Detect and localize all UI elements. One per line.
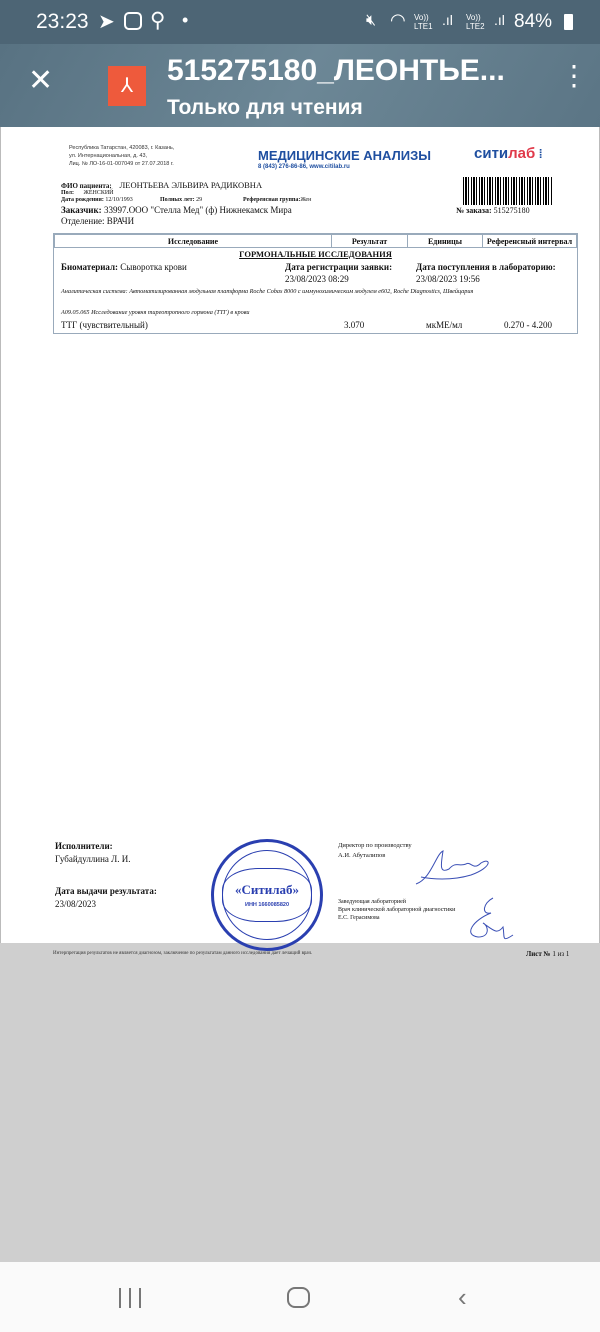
mute-icon: 🔇︎: [366, 12, 377, 29]
customer-value: 33997.ООО "Стелла Мед" (ф) Нижнекамск Мира: [103, 205, 292, 215]
age-value: 29: [196, 197, 203, 203]
address-line: Лиц. № ЛО-16-01-007049 от 27.07.2018 г.: [69, 161, 174, 167]
sheet-number: 1 из 1: [552, 950, 570, 958]
refgroup-value: Жен: [300, 197, 312, 203]
column-header: Исследование: [55, 235, 332, 248]
pdf-page: [0, 127, 600, 958]
address-line: Республика Татарстан, 420083, г. Казань,: [69, 145, 175, 151]
director-name: А.И. Абуталипов: [338, 852, 386, 859]
test-code: A09.05.065 Исследование уровня тиреотропного гормона (ТТГ) в крови: [61, 309, 250, 316]
file-title: 515275180_ЛЕОНТЬЕ...: [167, 54, 505, 87]
back-button[interactable]: ‹: [458, 1282, 467, 1312]
biomaterial-value: Сыворотка крови: [120, 262, 187, 272]
head-name: Е.С. Герасимова: [338, 915, 380, 921]
head-title: Врач клинической лабораторной диагностики: [338, 907, 456, 913]
test-units: мкМЕ/мл: [426, 320, 463, 330]
stamp-inn: ИНН 1660085820: [244, 902, 289, 908]
stamp-name: «Ситилаб»: [234, 882, 300, 897]
analytic-system: Аналитическая система: Автоматизированная модульная платформа Roche Cobas 8000 с иммунохимическим модулем e602, Roche Diagnostics, Швейцария: [61, 288, 474, 295]
reference-interval: 0.270 - 4.200: [504, 320, 552, 330]
disclaimer: Интерпретация результатов не является диагнозом, заключение по результатам данного исследования дает лечащий врач.: [53, 951, 313, 956]
section-title: ГОРМОНАЛЬНЫЕ ИССЛЕДОВАНИЯ: [239, 249, 392, 259]
wifi-icon: ◠: [390, 10, 406, 30]
table-row: [61, 320, 576, 330]
director-signature: [411, 849, 496, 889]
patient-name: ЛЕОНТЬЕВА ЭЛЬВИРА РАДИКОВНА: [119, 180, 263, 190]
more-options-icon[interactable]: ⋮: [560, 60, 588, 91]
pdf-file-icon: ⅄: [108, 66, 146, 106]
refgroup-label: Референсная группа:: [243, 197, 301, 203]
table-header-row: [55, 235, 577, 248]
test-result: 3.070: [344, 320, 365, 330]
registration-date: 23/08/2023 08:29: [285, 274, 349, 284]
search-icon: ⚲: [150, 9, 166, 32]
performer-name: Губайдуллина Л. И.: [55, 854, 131, 864]
home-button[interactable]: [287, 1287, 310, 1308]
head-title: Заведующая лабораторией: [338, 899, 406, 905]
barcode: [463, 177, 553, 205]
recent-apps-button[interactable]: [119, 1288, 141, 1308]
close-icon[interactable]: ✕: [28, 64, 54, 97]
performers-label: Исполнители:: [55, 841, 113, 851]
lab-receipt-label: Дата поступления в лабораторию:: [416, 262, 556, 272]
status-bar: [0, 0, 600, 44]
sex-label: Пол:: [61, 190, 74, 196]
instagram-icon: [124, 12, 142, 30]
sheet-label: Лист №: [526, 950, 551, 958]
age-label: Полных лет:: [160, 197, 195, 203]
dob-value: 12/10/1993: [105, 197, 133, 203]
lte1-label: Vo)) LTE1: [414, 13, 433, 31]
battery-level: 84%: [514, 11, 553, 32]
navigation-bar: [0, 1262, 600, 1332]
test-name: ТТГ (чувствительный): [61, 320, 148, 330]
header-contacts: 8 (843) 276-86-86, www.citilab.ru: [258, 164, 350, 170]
company-stamp: [211, 839, 323, 951]
battery-icon: [564, 14, 573, 30]
column-header: Референсный интервал: [483, 235, 577, 248]
sex-value: ЖЕНСКИЙ: [83, 190, 114, 196]
head-signature: [463, 895, 518, 950]
signal-icon: .ıl: [442, 12, 453, 28]
order-number: 515275180: [493, 206, 530, 215]
department: Отделение: ВРАЧИ: [61, 216, 135, 226]
app-bar: [0, 44, 600, 127]
order-label: № заказа:: [456, 206, 492, 215]
citilab-logo: ситилаб ⁞: [474, 145, 543, 162]
biomaterial-label: Биоматериал:: [61, 262, 119, 272]
dob-label: Дата рождения:: [61, 197, 104, 203]
patient-label: ФИО пациента:: [61, 182, 112, 190]
address-line: ул. Интернациональная, д. 43,: [69, 153, 148, 159]
issue-date-label: Дата выдачи результата:: [55, 886, 157, 896]
director-title: Директор по производству: [338, 842, 412, 849]
notification-dot: •: [182, 10, 189, 30]
lab-receipt-date: 23/08/2023 19:56: [416, 274, 480, 284]
results-table: [53, 233, 578, 334]
telegram-icon: ➤: [98, 11, 115, 33]
customer-label: Заказчик:: [61, 205, 102, 215]
lte2-label: Vo)) LTE2: [466, 13, 485, 31]
read-only-label: Только для чтения: [167, 96, 363, 119]
header-title: МЕДИЦИНСКИЕ АНАЛИЗЫ: [258, 148, 431, 163]
clock: 23:23: [36, 10, 89, 33]
signal-icon: .ıl: [494, 12, 505, 28]
column-header: Единицы: [408, 235, 483, 248]
column-header: Результат: [332, 235, 408, 248]
issue-date: 23/08/2023: [55, 899, 97, 909]
registration-label: Дата регистрации заявки:: [285, 262, 393, 272]
